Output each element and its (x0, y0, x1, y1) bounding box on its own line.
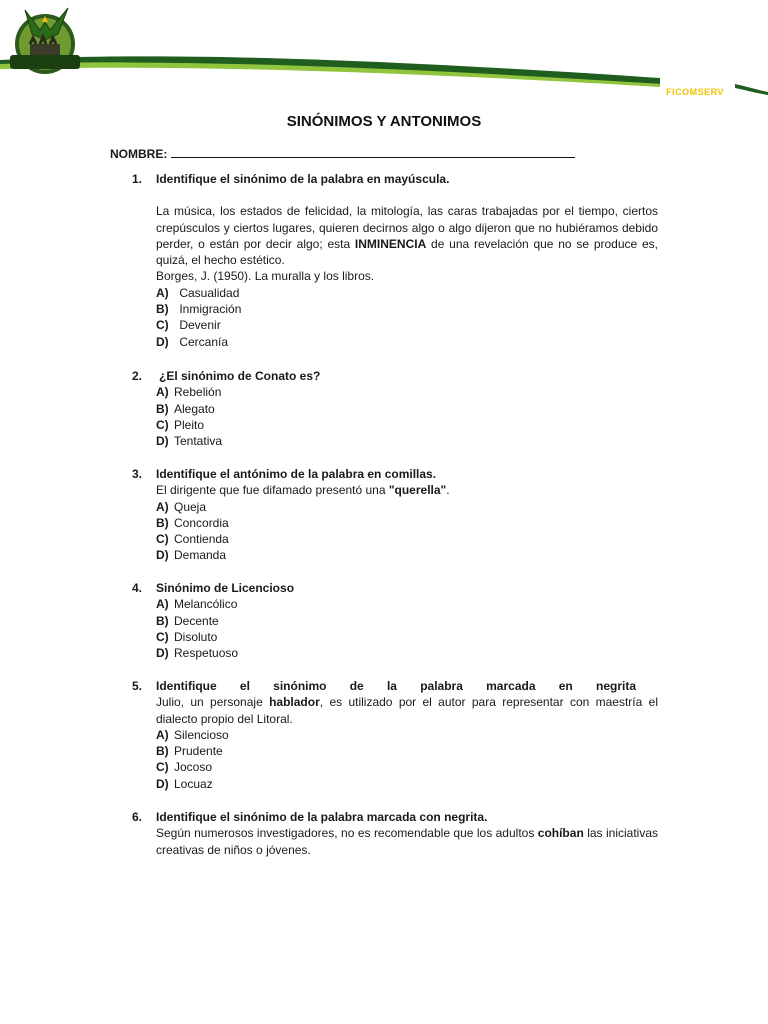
question-passage: El dirigente que fue difamado presentó una "querella". (156, 483, 450, 498)
question-number: 2. (132, 369, 143, 383)
question-prompt: Identifique el sinónimo de la palabra en mayúscula. (156, 172, 450, 186)
option-c[interactable]: C) Contienda (156, 532, 229, 547)
name-underline[interactable] (171, 145, 575, 158)
option-c[interactable]: C) Jocoso (156, 760, 213, 775)
option-a[interactable]: A) Silencioso (156, 727, 229, 742)
option-b[interactable]: B) Concordia (156, 515, 229, 530)
option-c[interactable]: C) Pleito (156, 417, 205, 432)
option-a[interactable]: A) Melancólico (156, 597, 238, 612)
option-c[interactable]: C) Devenir (156, 318, 221, 333)
option-a[interactable]: A) Casualidad (156, 285, 240, 300)
header-swoosh (0, 0, 768, 100)
question-passage: Julio, un personaje hablador, es utilizado por el autor para representar con maestría el dialecto propio del Litoral. (156, 695, 658, 726)
option-d[interactable]: D) Cercanía (156, 334, 229, 349)
ficomserv-logo (0, 0, 90, 80)
option-a[interactable]: A) Queja (156, 499, 207, 514)
option-b[interactable]: B) Inmigración (156, 302, 242, 317)
question-prompt: Sinónimo de Licencioso (156, 581, 295, 595)
highlighted-word: INMINENCIA (354, 236, 427, 251)
question-number: 3. (132, 467, 143, 481)
name-label: NOMBRE: (110, 147, 168, 161)
option-c[interactable]: C) Disoluto (156, 629, 218, 644)
page-title: SINÓNIMOS Y ANTONIMOS (286, 113, 482, 130)
question-number: 4. (132, 581, 143, 595)
question-prompt: Identifique el antónimo de la palabra en comillas. (156, 467, 437, 481)
question-prompt: ¿El sinónimo de Conato es? (159, 369, 321, 383)
option-d[interactable]: D) Demanda (156, 548, 227, 563)
question-prompt: Identifique el sinónimo de la palabra marcada con negrita. (156, 810, 488, 824)
question-number: 1. (132, 172, 143, 186)
option-b[interactable]: B) Decente (156, 613, 219, 628)
logo-wordmark: FICOMSERV (666, 87, 724, 97)
option-a[interactable]: A) Rebelión (156, 385, 222, 400)
option-d[interactable]: D) Respetuoso (156, 646, 239, 661)
highlighted-word: "querella" (388, 483, 447, 498)
option-b[interactable]: B) Alegato (156, 401, 215, 416)
option-b[interactable]: B) Prudente (156, 744, 223, 759)
passage-source: Borges, J. (1950). La muralla y los libros. (156, 269, 375, 284)
option-d[interactable]: D) Tentativa (156, 434, 223, 449)
highlighted-word: cohíban (537, 826, 584, 841)
header-band (0, 0, 768, 100)
question-prompt: Identifique el sinónimo de la palabra marcada en negrita (156, 679, 636, 693)
name-field[interactable] (110, 145, 575, 161)
question-number: 6. (132, 810, 143, 824)
question-number: 5. (132, 679, 143, 693)
highlighted-word: hablador (269, 695, 320, 710)
question-passage: Según numerosos investigadores, no es recomendable que los adultos cohíban las iniciativas creativas de niños o jóvenes. (156, 826, 658, 857)
option-d[interactable]: D) Locuaz (156, 776, 213, 791)
question-passage: La música, los estados de felicidad, la mitología, las caras trabajadas por el tiempo, ciertos crepúsculos y ciertos lugares, quieren decirnos algo o algo dijeron que no hubiéramos debido perder, o están por decir algo; esta INMINENCIA de una revelación que no se produce es, quizá, el hecho estético. (156, 204, 658, 268)
